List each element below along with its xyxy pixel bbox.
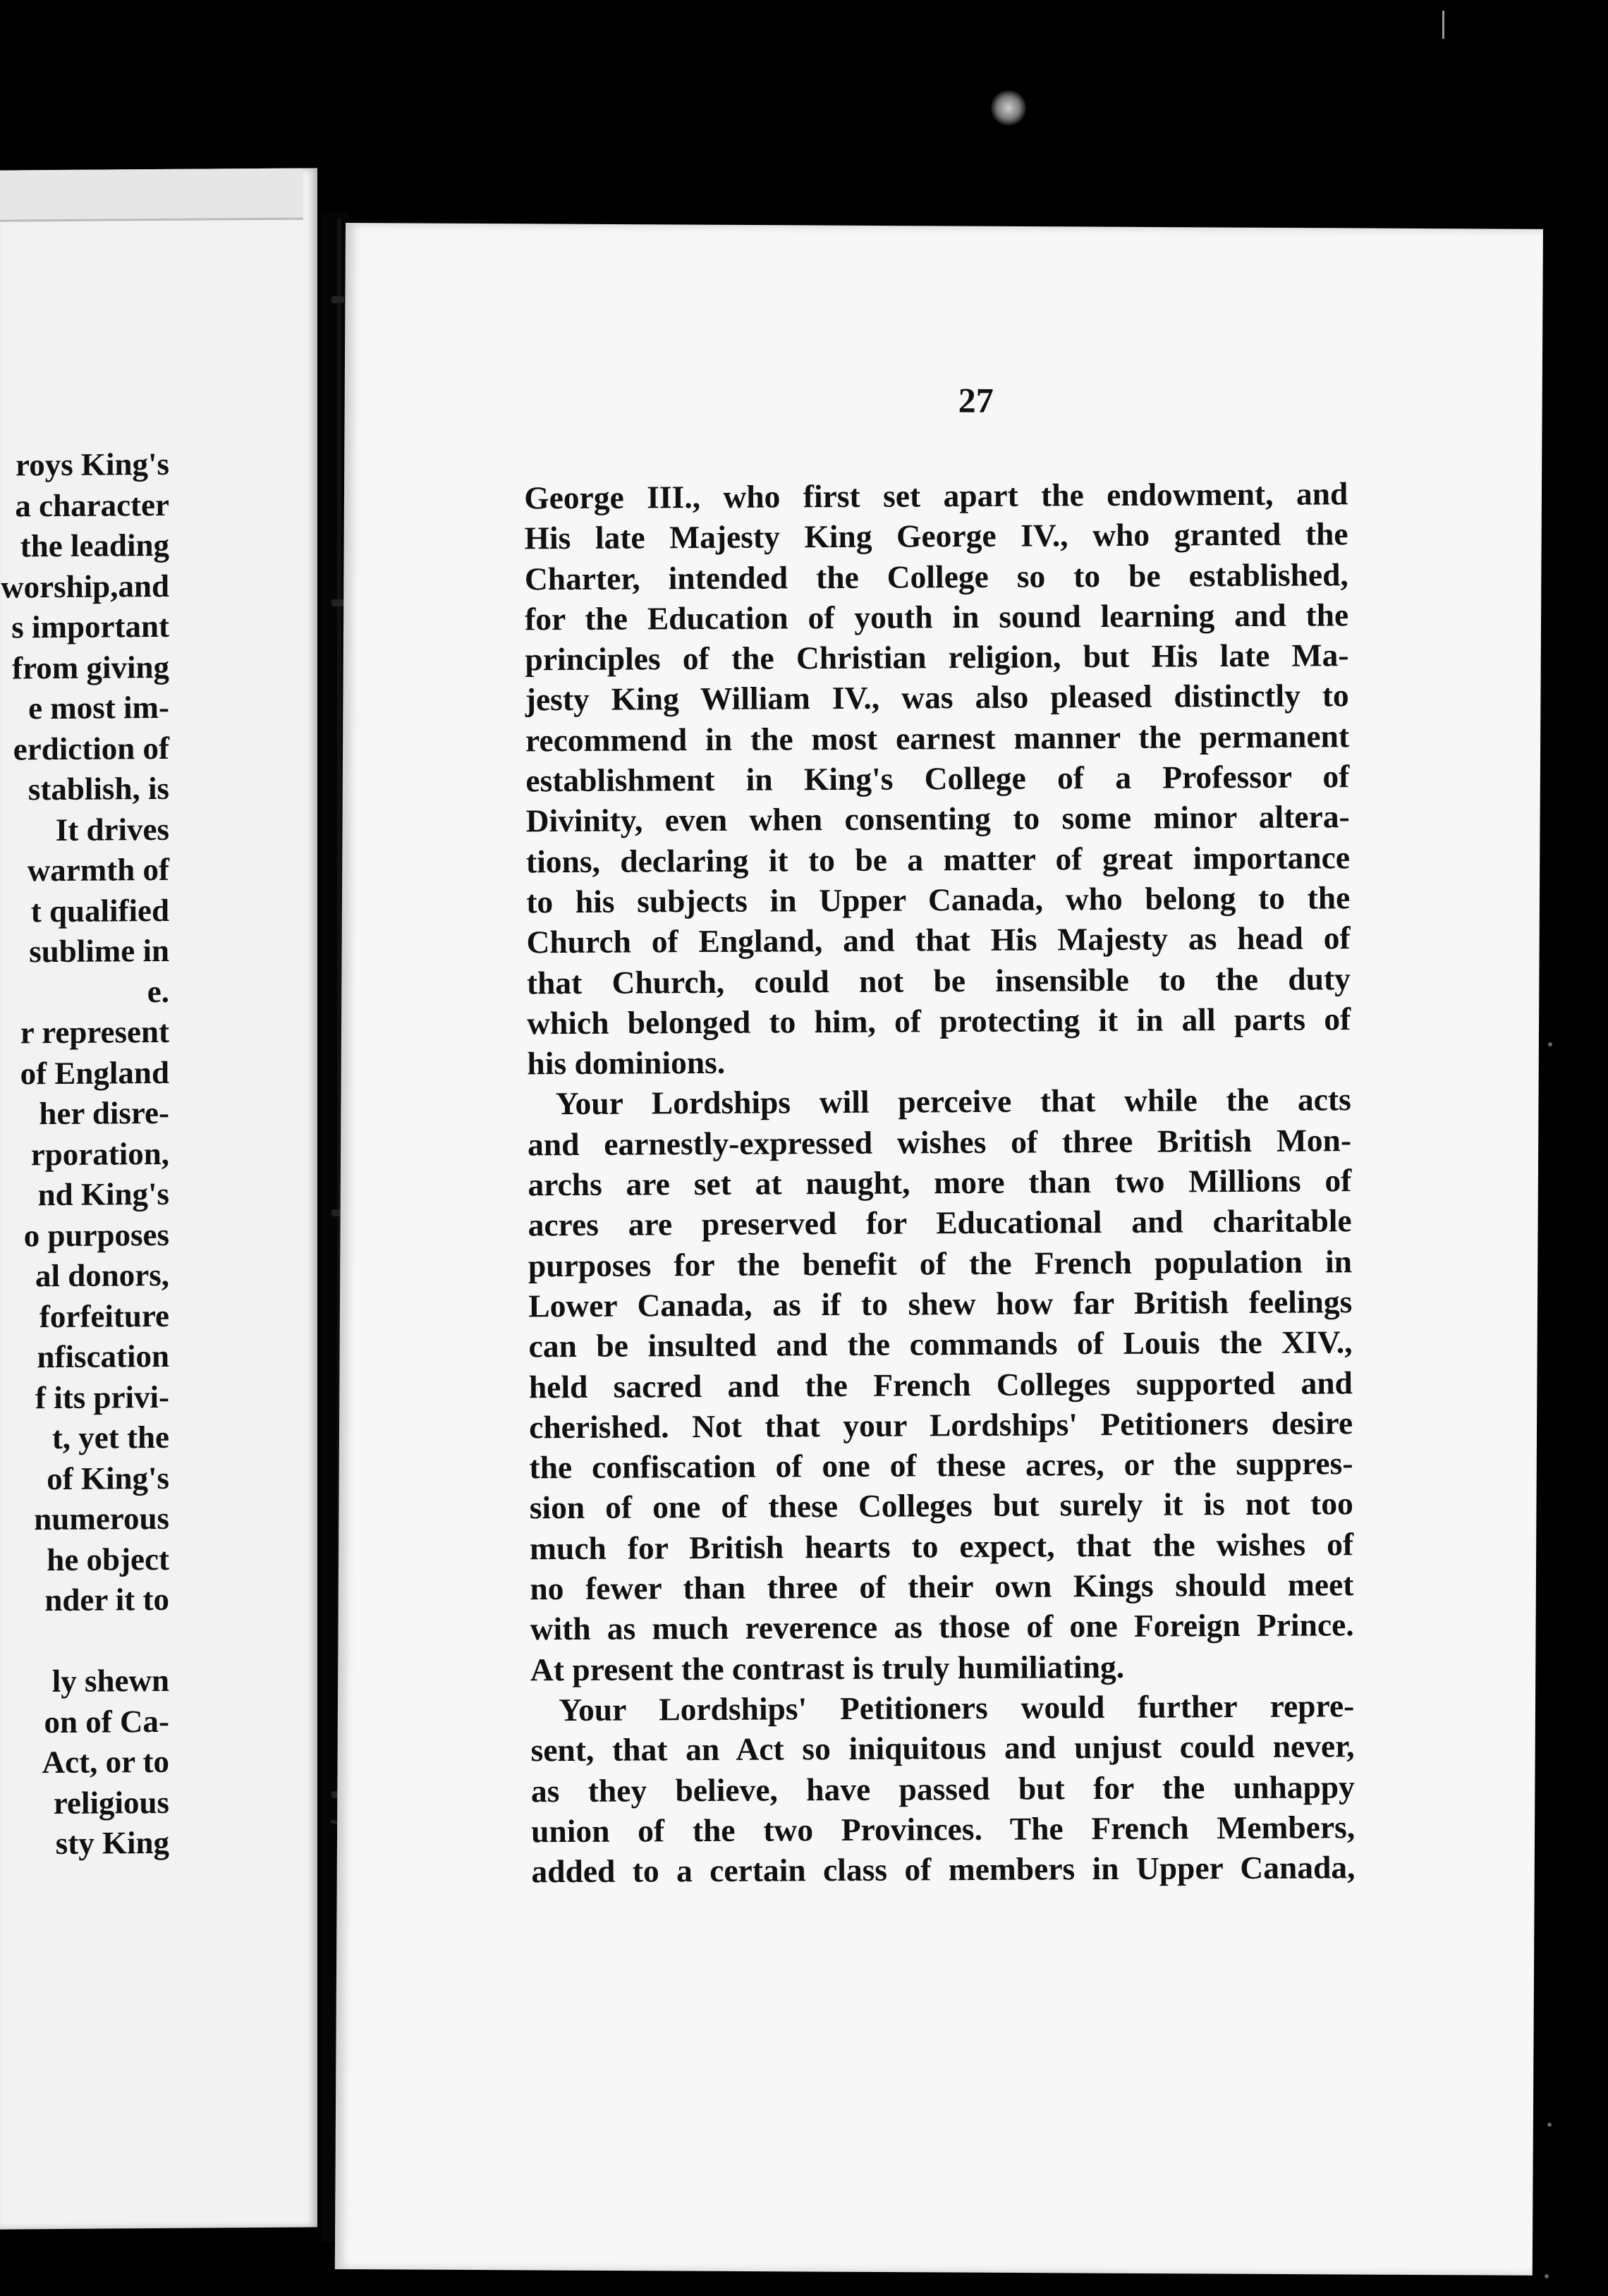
left-page-line: a character xyxy=(15,487,169,523)
body-text-line: purposes for the benefit of the French population in xyxy=(528,1242,1353,1283)
left-page-line xyxy=(0,1620,169,1661)
body-text-line: added to a certain class of members in Upper Canada, xyxy=(531,1849,1356,1890)
body-text-line: no fewer than three of their own Kings should meet xyxy=(530,1566,1354,1607)
left-page-line: e most im- xyxy=(28,689,169,726)
left-page-line: forfeiture xyxy=(39,1297,169,1334)
body-text-line: At present the contrast is truly humiliating. xyxy=(530,1648,1125,1687)
left-page-line: from giving xyxy=(12,649,169,685)
body-text-line: and earnestly-expressed wishes of three British Mon- xyxy=(527,1121,1352,1163)
left-page-fragment xyxy=(0,168,317,2229)
binding-mark xyxy=(331,599,344,606)
left-page-line: warmth of xyxy=(27,851,169,889)
left-page-text xyxy=(0,444,169,1864)
left-page-line: numerous xyxy=(34,1500,169,1537)
left-page-line: rporation, xyxy=(30,1135,169,1172)
dust-speck xyxy=(1548,1042,1552,1046)
edge-mark xyxy=(1442,11,1444,39)
left-page-line: t, yet the xyxy=(51,1419,169,1456)
body-text-line: Church of England, and that His Majesty as head of xyxy=(526,920,1351,960)
left-page-line: r represent xyxy=(20,1013,169,1051)
left-page-line: f its privi- xyxy=(35,1379,169,1415)
left-page-line: sty King xyxy=(55,1824,169,1862)
dust-speck xyxy=(1545,2274,1549,2278)
left-page-line: s important xyxy=(11,608,169,645)
dust-speck xyxy=(1547,2123,1552,2127)
left-page-line: erdiction of xyxy=(13,730,169,767)
body-text-line: recommend in the most earnest manner the permanent xyxy=(525,717,1350,759)
body-text-line: to his subjects in Upper Canada, who belong to the xyxy=(526,879,1351,920)
left-page-line: of King's xyxy=(47,1460,169,1496)
left-page-line: nder it to xyxy=(44,1581,169,1618)
body-text-line: His late Majesty King George IV., who granted the xyxy=(524,515,1348,556)
body-text-line: Your Lordships' Petitioners would further repre- xyxy=(559,1687,1355,1728)
left-page-edge xyxy=(0,169,303,222)
body-text-line: Your Lordships will perceive that while the acts xyxy=(555,1081,1351,1122)
left-page-line: sublime in xyxy=(29,932,169,970)
left-page-line: roys King's xyxy=(16,446,169,483)
body-text-line: sion of one of these Colleges but surely it is not too xyxy=(529,1485,1353,1526)
left-page-line: It drives xyxy=(55,811,169,848)
body-text-line: as they believe, have passed but for the unhappy xyxy=(530,1768,1355,1809)
body-text-line: archs are set at naught, more than two Millions of xyxy=(528,1162,1352,1203)
left-page-line: the leading xyxy=(20,527,169,564)
left-page-line: of England xyxy=(20,1054,169,1091)
body-text-line: principles of the Christian religion, but His late Ma- xyxy=(525,637,1349,678)
body-text-line: union of the two Provinces. The French Members, xyxy=(531,1808,1356,1850)
left-page-line: Act, or to xyxy=(42,1743,169,1781)
page-number: 27 xyxy=(958,380,994,420)
body-text-line: much for British hearts to expect, that the wishes of xyxy=(529,1525,1354,1567)
left-page-line: her disre- xyxy=(39,1094,169,1132)
left-page-line: nd King's xyxy=(37,1176,169,1213)
body-text-line: cherished. Not that your Lordships' Petitioners desire xyxy=(529,1405,1353,1446)
body-text-line: Charter, intended the College so to be established, xyxy=(524,556,1348,597)
body-text-line: sent, that an Act so iniquitous and unjust could never, xyxy=(530,1728,1355,1769)
body-text-line: the confiscation of one of these acres, or the suppres- xyxy=(529,1445,1353,1486)
left-page-line: he object xyxy=(47,1541,169,1577)
body-text-line: establishment in King's College of a Professor of xyxy=(525,758,1350,799)
body-text-line: his dominions. xyxy=(527,1044,726,1082)
page-body-text xyxy=(524,473,1355,1891)
left-page-line: worship,and xyxy=(1,568,169,605)
body-text-line: with as much reverence as those of one Foreign Prince. xyxy=(530,1606,1354,1647)
left-page-line: o purposes xyxy=(23,1216,169,1253)
binding-mark xyxy=(331,296,344,303)
body-text-line: held sacred and the French Colleges supported and xyxy=(528,1364,1353,1405)
body-text-line: tions, declaring it to be a matter of great importance xyxy=(525,838,1351,879)
left-page-line: on of Ca- xyxy=(44,1703,169,1740)
left-page-line: t qualified xyxy=(30,892,169,929)
left-page-line: al donors, xyxy=(35,1257,169,1294)
body-text-line: Divinity, even when consenting to some minor altera- xyxy=(525,798,1350,839)
body-text-line: that Church, could not be insensible to the duty xyxy=(526,960,1351,1001)
left-page-line: stablish, is xyxy=(28,770,169,807)
left-page-line: nfiscation xyxy=(37,1338,169,1375)
body-text-line: Lower Canada, as if to shew how far British feelings xyxy=(528,1283,1353,1324)
body-text-line: George III., who first set apart the endowment, and xyxy=(524,475,1348,516)
right-page xyxy=(335,223,1543,2276)
body-text-line: acres are preserved for Educational and charitable xyxy=(528,1202,1352,1243)
left-page-line: religious xyxy=(53,1784,169,1821)
body-text-line: for the Education of youth in sound learning and the xyxy=(525,597,1349,637)
body-text-line: jesty King William IV., was also pleased distinctly to xyxy=(525,677,1349,718)
body-text-line: which belonged to him, of protecting it in all parts of xyxy=(527,1001,1351,1042)
body-text-line: can be insulted and the commands of Louis the XIV., xyxy=(528,1324,1353,1364)
left-page-line: e. xyxy=(147,973,169,1009)
light-flare xyxy=(991,90,1026,126)
left-page-line: ly shewn xyxy=(51,1662,169,1699)
